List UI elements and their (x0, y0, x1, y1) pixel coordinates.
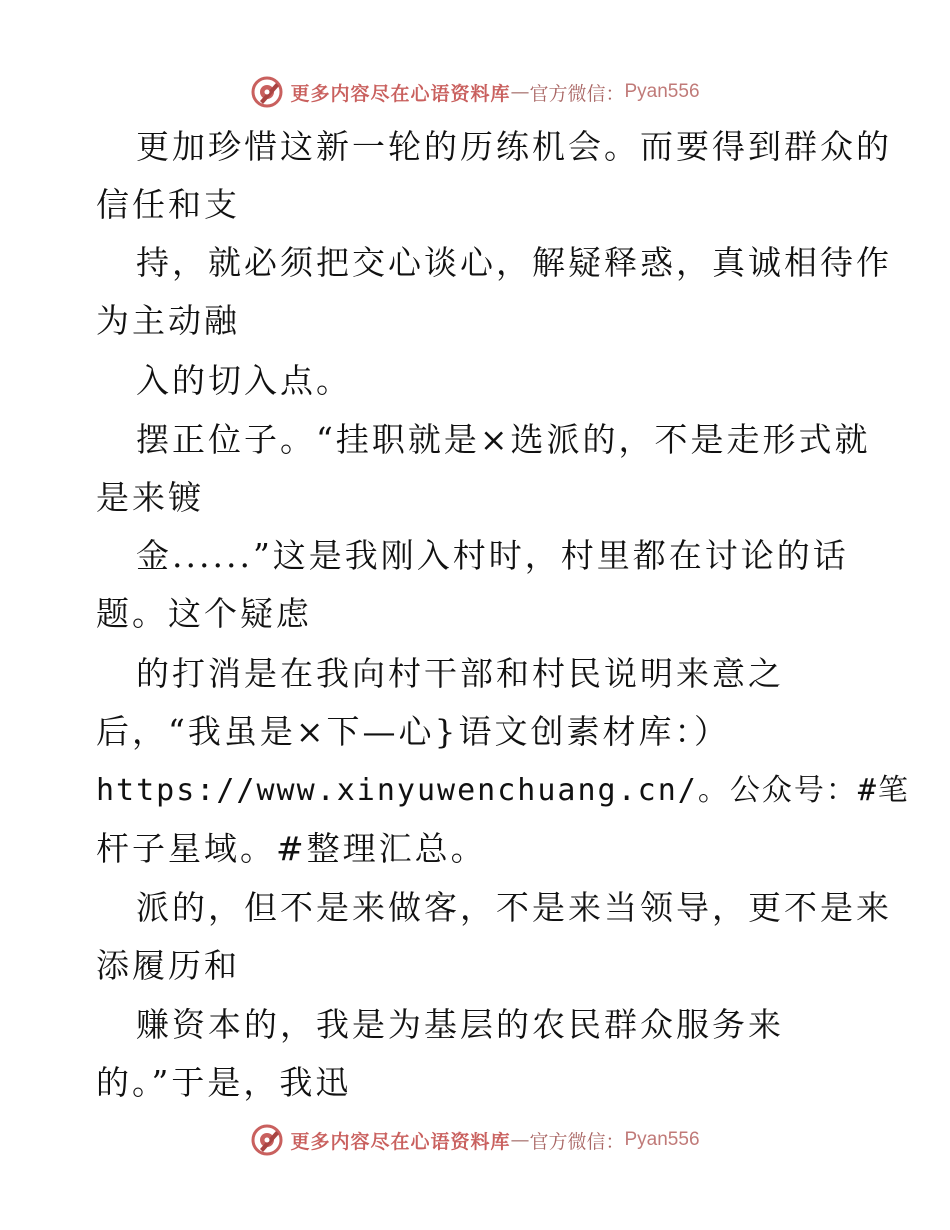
body-line: 为主动融 (96, 301, 240, 340)
body-line: 派的，但不是来做客，不是来当领导，更不是来 (136, 888, 892, 927)
pen-logo-icon (250, 1123, 284, 1157)
footer-wechat-label: 官方微信： (529, 1130, 625, 1153)
body-line: 的。”于是，我迅 (96, 1063, 352, 1102)
header-brand-text: 更多内容尽在心语资料库 (290, 82, 511, 105)
body-line-url: https://www.xinyuwenchuang.cn/。公众号：#笔 (96, 773, 910, 808)
body-line: 入的切入点。 (136, 361, 352, 400)
body-line: 金......”这是我刚入村时，村里都在讨论的话 (136, 536, 849, 575)
header-watermark (0, 72, 950, 112)
body-line: 信任和支 (96, 185, 240, 224)
body-line: 添履历和 (96, 946, 240, 985)
footer-wechat-id: Pyan556 (624, 1129, 700, 1150)
body-line: 杆子星域。#整理汇总。 (96, 829, 487, 868)
body-line: 赚资本的，我是为基层的农民群众服务来 (136, 1005, 784, 1044)
header-wechat-label: 官方微信： (529, 82, 625, 105)
body-line: 后，“我虽是×下—心}语文创素材库：） (96, 712, 731, 751)
body-line: 持，就必须把交心谈心，解疑释惑，真诚相待作 (136, 243, 892, 282)
footer-brand-text: 更多内容尽在心语资料库 (290, 1130, 511, 1153)
footer-separator: — (510, 1129, 530, 1151)
body-line: 摆正位子。“挂职就是×选派的，不是走形式就 (136, 420, 871, 459)
header-wechat-id: Pyan556 (624, 81, 700, 102)
body-line: 的打消是在我向村干部和村民说明来意之 (136, 654, 784, 693)
footer-watermark (0, 1120, 950, 1160)
body-line: 题。这个疑虑 (96, 594, 312, 633)
body-line: 是来镀 (96, 478, 204, 517)
body-line: 更加珍惜这新一轮的历练机会。而要得到群众的 (136, 127, 892, 166)
pen-logo-icon (250, 75, 284, 109)
header-separator: — (510, 81, 530, 103)
